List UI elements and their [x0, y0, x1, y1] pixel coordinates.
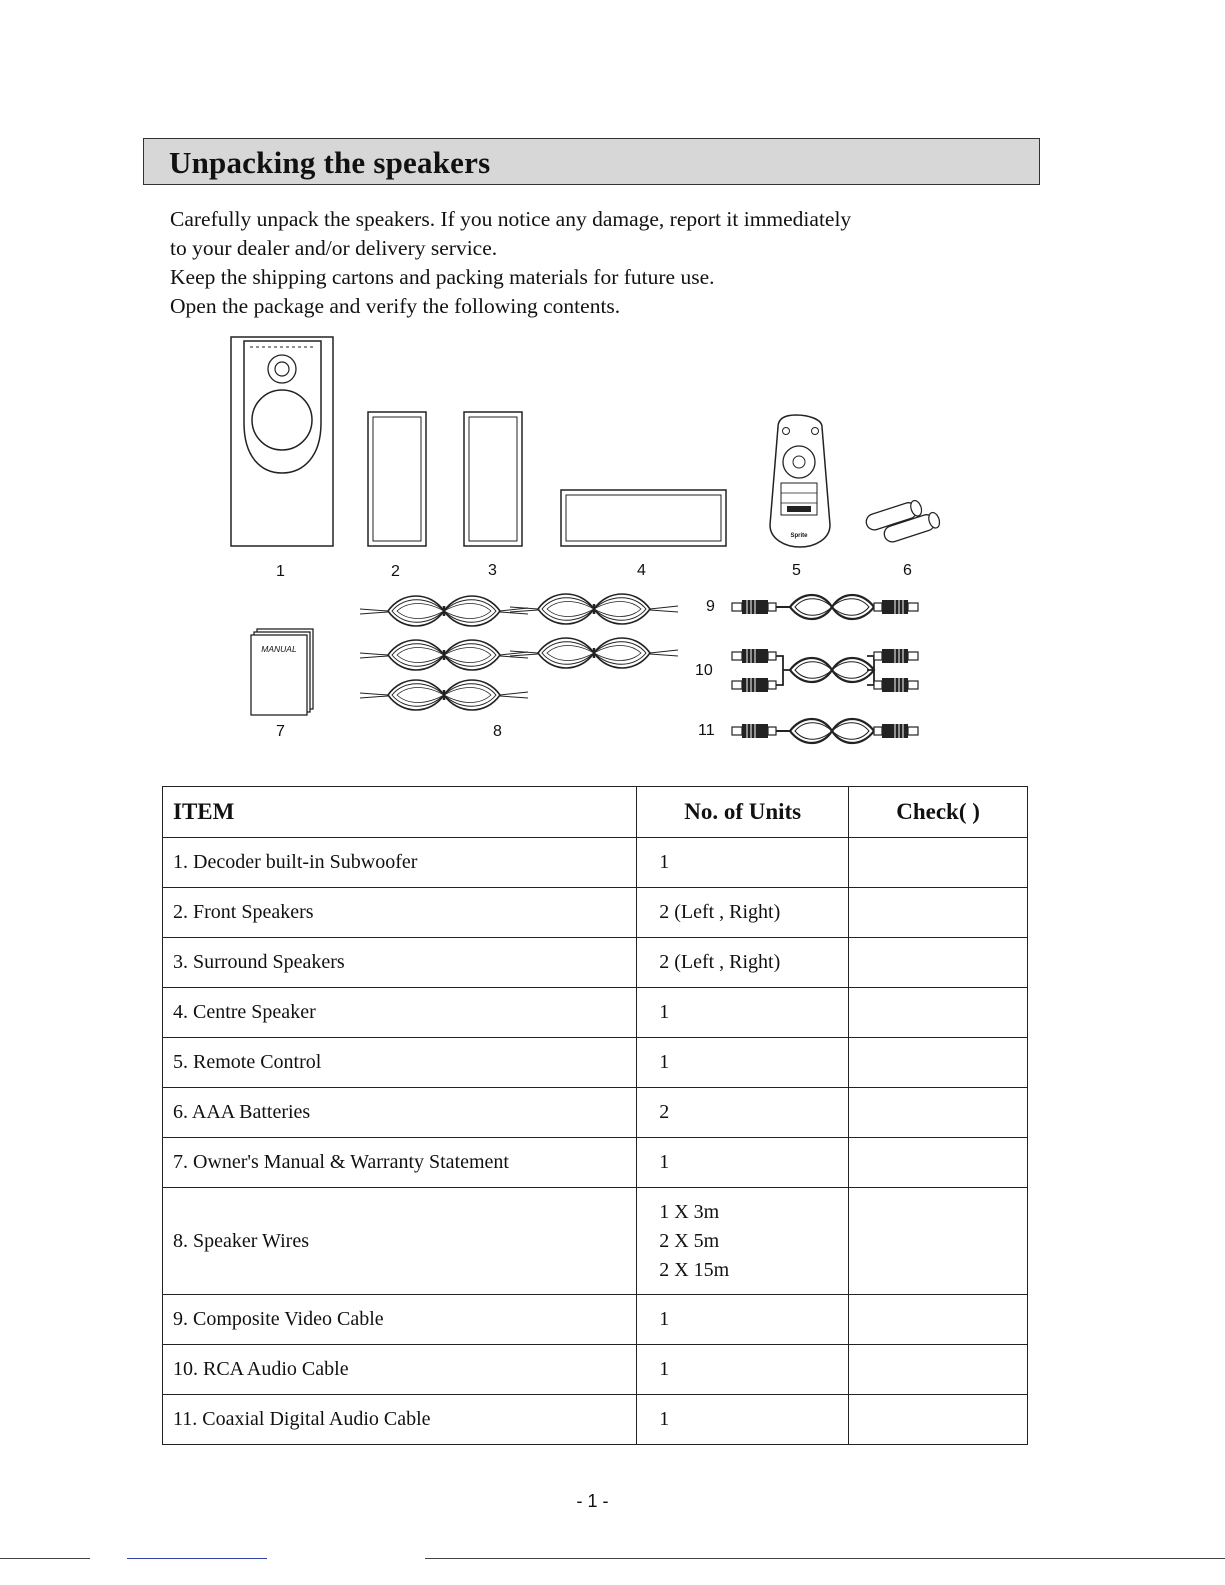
units-cell: 2 (Left , Right)	[637, 938, 849, 988]
figure-label-5: 5	[792, 562, 801, 579]
units-cell: 1	[637, 1395, 849, 1445]
rca-audio-cable-illustration	[732, 649, 918, 692]
table-row	[163, 1088, 1028, 1138]
units-cell: 1	[637, 1138, 849, 1188]
manual-illustration	[251, 629, 313, 715]
figure-label-2: 2	[391, 563, 400, 580]
item-cell: 9. Composite Video Cable	[163, 1295, 637, 1345]
item-cell: 2. Front Speakers	[163, 888, 637, 938]
section-title: Unpacking the speakers	[169, 145, 491, 180]
coaxial-digital-cable-illustration	[732, 719, 918, 743]
table-row	[163, 1138, 1028, 1188]
table-row	[163, 1188, 1028, 1295]
remote-brand-text: Sprite	[790, 533, 808, 539]
intro-line: Carefully unpack the speakers. If you notice any damage, report it immediately	[170, 207, 852, 231]
check-cell[interactable]	[849, 938, 1028, 988]
table-row	[163, 888, 1028, 938]
figure-label-9: 9	[706, 598, 715, 615]
check-cell[interactable]	[849, 1088, 1028, 1138]
figure-label-10: 10	[695, 662, 713, 679]
item-cell: 7. Owner's Manual & Warranty Statement	[163, 1138, 637, 1188]
figure-label-1: 1	[276, 563, 285, 580]
item-cell: 10. RCA Audio Cable	[163, 1345, 637, 1395]
item-cell: 11. Coaxial Digital Audio Cable	[163, 1395, 637, 1445]
column-header-item: ITEM	[163, 787, 637, 838]
item-cell: 6. AAA Batteries	[163, 1088, 637, 1138]
figure-label-11: 11	[698, 722, 715, 739]
column-header-units: No. of Units	[637, 787, 849, 838]
footer-divider	[425, 1558, 1225, 1559]
check-cell[interactable]	[849, 1188, 1028, 1295]
check-cell[interactable]	[849, 1395, 1028, 1445]
column-header-check: Check( )	[849, 787, 1028, 838]
check-cell[interactable]	[849, 1345, 1028, 1395]
units-cell: 1	[637, 988, 849, 1038]
check-cell[interactable]	[849, 888, 1028, 938]
check-cell[interactable]	[849, 1038, 1028, 1088]
footer-divider	[0, 1558, 90, 1559]
units-line: 1 X 3m	[659, 1200, 720, 1223]
front-speaker-illustration	[368, 412, 426, 546]
item-cell: 1. Decoder built-in Subwoofer	[163, 838, 637, 888]
figure-label-7: 7	[276, 723, 285, 740]
surround-speaker-illustration	[464, 412, 522, 546]
subwoofer-illustration	[231, 337, 333, 546]
item-cell: 5. Remote Control	[163, 1038, 637, 1088]
centre-speaker-illustration	[561, 490, 726, 546]
intro-line: Open the package and verify the following contents.	[170, 294, 621, 318]
batteries-illustration	[864, 499, 941, 544]
item-cell: 8. Speaker Wires	[163, 1188, 637, 1295]
figure-label-3: 3	[488, 562, 497, 579]
units-cell: 2 (Left , Right)	[637, 888, 849, 938]
table-row	[163, 838, 1028, 888]
units-cell	[637, 1188, 849, 1295]
figure-label-6: 6	[903, 562, 912, 579]
units-cell: 2	[637, 1088, 849, 1138]
page-number: - 1 -	[576, 1491, 609, 1511]
table-header-row	[163, 787, 1028, 838]
intro-line: Keep the shipping cartons and packing materials for future use.	[170, 265, 715, 289]
footer-divider	[127, 1558, 267, 1559]
section-header	[143, 138, 1040, 185]
composite-video-cable-illustration	[732, 595, 918, 619]
item-cell: 4. Centre Speaker	[163, 988, 637, 1038]
remote-control-illustration	[770, 415, 830, 547]
item-cell: 3. Surround Speakers	[163, 938, 637, 988]
units-cell: 1	[637, 838, 849, 888]
table-row	[163, 1345, 1028, 1395]
contents-checklist-table	[162, 786, 1028, 1445]
contents-illustration	[0, 325, 1225, 765]
table-row	[163, 1038, 1028, 1088]
units-cell: 1	[637, 1345, 849, 1395]
manual-cover-text: MANUAL	[261, 644, 297, 654]
table-row	[163, 988, 1028, 1038]
check-cell[interactable]	[849, 1295, 1028, 1345]
check-cell[interactable]	[849, 838, 1028, 888]
speaker-wires-illustration	[360, 594, 678, 710]
figure-label-8: 8	[493, 723, 502, 740]
figure-label-4: 4	[637, 562, 646, 579]
intro-line: to your dealer and/or delivery service.	[170, 236, 498, 260]
units-line: 2 X 15m	[659, 1258, 730, 1281]
units-cell: 1	[637, 1295, 849, 1345]
table-row	[163, 1295, 1028, 1345]
units-cell: 1	[637, 1038, 849, 1088]
check-cell[interactable]	[849, 1138, 1028, 1188]
package-contents-drawing	[0, 325, 1225, 765]
intro-paragraph	[170, 205, 1030, 321]
units-line: 2 X 5m	[659, 1229, 720, 1252]
table-row	[163, 938, 1028, 988]
check-cell[interactable]	[849, 988, 1028, 1038]
table-row	[163, 1395, 1028, 1445]
